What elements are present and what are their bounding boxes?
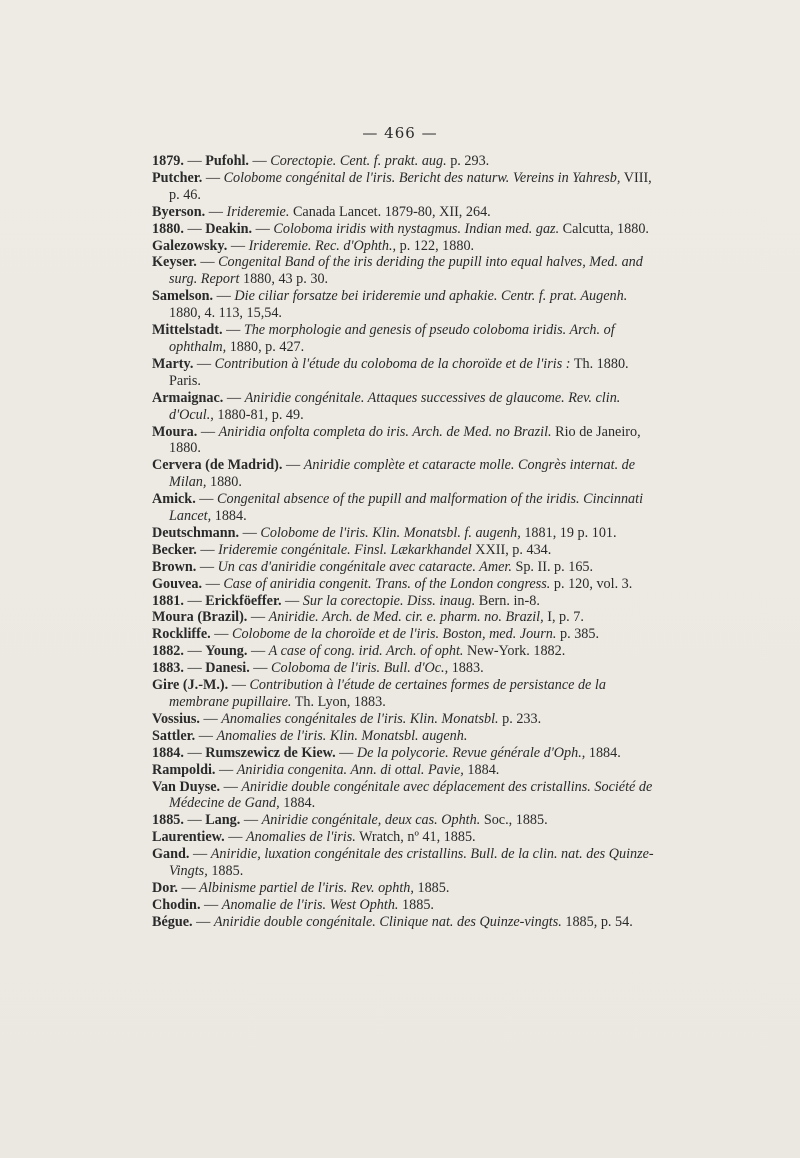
entry-title: Albinisme partiel de l'iris. Rev. ophth, — [199, 879, 414, 896]
entry-publication: p. 293. — [450, 153, 490, 169]
entry-publication: Th. Lyon, 1883. — [294, 694, 386, 710]
entry-title: Coloboma iridis with nystagmus. Indian med. gaz. — [273, 220, 560, 237]
entry-title: Case of aniridia congenit. Trans. of the London congress. — [223, 575, 551, 592]
entry-author: Danesi. — [205, 660, 250, 677]
entry-year: 1879. — [152, 153, 184, 169]
bibliography-entry: Chodin. — Anomalie de l'iris. West Ophth. 1885. — [152, 896, 434, 913]
entry-year: 1880. — [152, 220, 184, 237]
entry-publication: New-York. 1882. — [467, 643, 566, 660]
entry-author: Young. — [205, 643, 248, 660]
entry-title: Sur la corectopie. Diss. inaug. — [302, 592, 476, 609]
entry-title: Aniridie double congénitale avec déplacement des cristallins. Société de Médecine de Gand, — [169, 778, 653, 812]
bibliography-entry: Mittelstadt. — The morphologie and genesis of pseudo coloboma iridis. Arch. of ophthalm, 1880, p. 427. — [152, 322, 615, 355]
entry-publication: 1885, p. 54. — [565, 913, 633, 930]
entry-publication: 1881, 19 p. 101. — [524, 524, 617, 541]
entry-publication: Canada Lancet. 1879-80, XII, 264. — [292, 203, 491, 220]
entry-author: Cervera (de Madrid). — [152, 457, 283, 474]
entry-author: Dor. — [152, 879, 178, 896]
entry-author: Moura. — [152, 423, 198, 440]
bibliography-entry: Laurentiew. — Anomalies de l'iris. Wratch, nº 41, 1885. — [152, 829, 476, 846]
entry-publication: 1885. — [417, 879, 450, 896]
entry-title: Aniridie. Arch. de Med. cir. e. pharm. no. Brazil, — [268, 609, 544, 626]
entry-author: Becker. — [152, 541, 197, 558]
entry-author: Gire (J.-M.). — [152, 677, 229, 694]
bibliography-entry: Bégue. — Aniridie double congénitale. Clinique nat. des Quinze-vingts. 1885, p. 54. — [152, 913, 633, 930]
bibliography-entry: 1885. — Lang. — Aniridie congénitale, deux cas. Ophth. Soc., 1885. — [152, 812, 548, 829]
bibliography-entry: 1881. — Erickföeffer. — Sur la corectopie. Diss. inaug. Bern. in-8. — [152, 592, 540, 609]
entry-publication: p. 122, 1880. — [399, 237, 475, 254]
entry-author: Van Duyse. — [152, 778, 221, 795]
entry-author: Marty. — [152, 355, 194, 372]
entry-publication: 1884. — [214, 508, 247, 525]
entry-title: Contribution à l'étude de certaines formes de persistance de la membrane pupillaire. — [169, 677, 606, 710]
entry-title: Aniridie congénitale. Attaques successives de glaucome. Rev. clin. d'Ocul., — [169, 389, 621, 423]
entry-author: Chodin. — [152, 896, 201, 913]
entry-author: Brown. — [152, 558, 197, 575]
entry-author: Deakin. — [205, 220, 253, 237]
entry-publication: 1880-81, p. 49. — [217, 406, 304, 423]
entry-title: Aniridie, luxation congénitale des cristallins. Bull. de la clin. nat. des Quinze-Vingts, — [169, 846, 654, 880]
bibliography-entry: Marty. — Contribution à l'étude du coloboma de la choroïde et de l'iris : Th. 1880. Paris. — [152, 355, 629, 389]
entry-title: Contribution à l'étude du coloboma de la choroïde et de l'iris : — [214, 355, 571, 372]
bibliography-list — [152, 153, 658, 931]
bibliography-entry: Moura. — Aniridia onfolta completa do iris. Arch. de Med. no Brazil. Rio de Janeiro, 1880. — [152, 423, 641, 457]
entry-publication: VIII, p. 46. — [169, 169, 652, 203]
entry-publication: XXII, p. 434. — [475, 541, 552, 558]
entry-publication: 1880, 43 p. 30. — [242, 271, 329, 288]
bibliography-entry: Amick. — Congenital absence of the pupill and malformation of the iridis. Cincinnati Lancet, 1884. — [152, 491, 644, 525]
entry-publication: p. 385. — [560, 626, 600, 643]
entry-publication: Th. 1880. Paris. — [169, 355, 629, 389]
entry-author: Rampoldi. — [152, 761, 216, 778]
entry-title: Die ciliar forsatze bei irideremie und aphakie. Centr. f. prat. Augenh. — [234, 288, 628, 305]
entry-author: Gand. — [152, 846, 190, 863]
entry-title: Anomalie de l'iris. West Ophth. — [221, 896, 399, 913]
entry-publication: 1880. — [209, 474, 242, 491]
entry-author: Mittelstadt. — [152, 322, 223, 339]
entry-year: 1884. — [152, 744, 184, 761]
bibliography-entry: Dor. — Albinisme partiel de l'iris. Rev. ophth, 1885. — [152, 879, 450, 896]
entry-title: Irideremie. Rec. d'Ophth., — [248, 237, 397, 254]
entry-publication: 1883. — [451, 660, 484, 677]
bibliography-entry: Brown. — Un cas d'aniridie congénitale avec cataracte. Amer. Sp. II. p. 165. — [152, 558, 594, 575]
page-number: — 466 — — [362, 124, 438, 142]
entry-publication: Bern. in-8. — [478, 592, 540, 609]
bibliography-entry: Samelson. — Die ciliar forsatze bei irideremie und aphakie. Centr. f. prat. Augenh. 1880, 4. 113, 15,54. — [152, 288, 628, 322]
entry-author: Armaignac. — [152, 389, 224, 406]
bibliography-entry: Van Duyse. — Aniridie double congénitale avec déplacement des cristallins. Société de Médecine de Gand, 1884. — [152, 778, 653, 812]
entry-author: Sattler. — [152, 727, 196, 744]
entry-title: Congenital Band of the iris deriding the pupill into equal halves, Med. and surg. Report — [169, 254, 643, 288]
entry-title: Coloboma de l'iris. Bull. d'Oc., — [271, 660, 449, 677]
entry-year: 1885. — [152, 812, 184, 829]
bibliography-entry: Putcher. — Colobome congénital de l'iris. Bericht des naturw. Vereins in Yahresb, VIII, p. 46. — [152, 169, 652, 203]
entry-author: Bégue. — [152, 913, 193, 930]
bibliography-entry: Gouvea. — Case of aniridia congenit. Trans. of the London congress. p. 120, vol. 3. — [152, 575, 633, 592]
bibliography-entry: 1884. — Rumszewicz de Kiew. — De la polycorie. Revue générale d'Oph., 1884. — [152, 744, 621, 761]
entry-publication: 1880, p. 427. — [229, 338, 305, 355]
bibliography-entry: Deutschmann. — Colobome de l'iris. Klin. Monatsbl. f. augenh, 1881, 19 p. 101. — [152, 524, 617, 541]
entry-author: Moura (Brazil). — [152, 609, 248, 626]
entry-publication: 1884. — [588, 744, 621, 761]
entry-author: Pufohl. — [205, 153, 249, 169]
entry-publication: Wratch, nº 41, 1885. — [359, 829, 476, 846]
bibliography-entry: Byerson. — Irideremie. Canada Lancet. 1879-80, XII, 264. — [152, 203, 491, 220]
entry-publication: Sp. II. p. 165. — [515, 558, 594, 575]
bibliography-entry: Vossius. — Anomalies congénitales de l'iris. Klin. Monatsbl. p. 233. — [152, 710, 542, 727]
entry-title: Anomalies de l'iris. — [245, 829, 356, 846]
bibliography-entry: Moura (Brazil). — Aniridie. Arch. de Med. cir. e. pharm. no. Brazil, I, p. 7. — [152, 609, 584, 626]
bibliography-entry: Rockliffe. — Colobome de la choroïde et de l'iris. Boston, med. Journ. p. 385. — [152, 626, 600, 643]
entry-year: 1882. — [152, 643, 184, 660]
entry-title: A case of cong. irid. Arch. of opht. — [268, 643, 464, 660]
entry-publication: I, p. 7. — [547, 609, 584, 626]
bibliography-entry: Sattler. — Anomalies de l'iris. Klin. Monatsbl. augenh. — [152, 727, 468, 744]
entry-title: De la polycorie. Revue générale d'Oph., — [356, 744, 586, 761]
entry-author: Erickföeffer. — [205, 592, 282, 609]
bibliography-entry: Cervera (de Madrid). — Aniridie complète et cataracte molle. Congrès internat. de Milan, 1880. — [152, 457, 636, 491]
entry-author: Samelson. — [152, 288, 214, 305]
entry-author: Keyser. — [152, 254, 197, 271]
entry-title: Aniridie congénitale, deux cas. Ophth. — [261, 812, 481, 829]
entry-title: Irideremie. — [226, 203, 290, 220]
entry-title: Aniridie double congénitale. Clinique nat. des Quinze-vingts. — [213, 913, 562, 930]
entry-author: Vossius. — [152, 710, 200, 727]
bibliography-entry: 1879. — Pufohl. — Corectopie. Cent. f. prakt. aug. p. 293. — [152, 153, 490, 169]
bibliography-entry: Rampoldi. — Aniridia congenita. Ann. di ottal. Pavie, 1884. — [152, 761, 500, 778]
entry-publication: Soc., 1885. — [483, 812, 548, 829]
bibliography-entry: Galezowsky. — Irideremie. Rec. d'Ophth., p. 122, 1880. — [152, 237, 475, 254]
bibliography-entry: 1880. — Deakin. — Coloboma iridis with nystagmus. Indian med. gaz. Calcutta, 1880. — [152, 220, 649, 237]
bibliography-entry: Armaignac. — Aniridie congénitale. Attaques successives de glaucome. Rev. clin. d'Ocul., 1880-81, p. 49. — [152, 389, 621, 423]
entry-author: Gouvea. — [152, 575, 203, 592]
entry-year: 1883. — [152, 660, 184, 677]
bibliography-entry: Becker. — Irideremie congénitale. Finsl. Lækarkhandel XXII, p. 434. — [152, 541, 552, 558]
entry-publication: 1885. — [402, 896, 434, 913]
entry-author: Laurentiew. — [152, 829, 225, 846]
entry-publication: p. 233. — [502, 710, 542, 727]
entry-author: Lang. — [205, 812, 241, 829]
bibliography-entry: 1883. — Danesi. — Coloboma de l'iris. Bull. d'Oc., 1883. — [152, 660, 484, 677]
entry-publication: 1885. — [211, 863, 244, 880]
entry-author: Deutschmann. — [152, 524, 240, 541]
entry-title: Aniridie complète et cataracte molle. Congrès internat. de Milan, — [169, 457, 636, 491]
entry-title: Colobome de la choroïde et de l'iris. Boston, med. Journ. — [232, 626, 557, 643]
entry-title: Colobome congénital de l'iris. Bericht des naturw. Vereins in Yahresb, — [223, 169, 621, 186]
entry-title: Aniridia onfolta completa do iris. Arch. de Med. no Brazil. — [218, 423, 552, 440]
entry-title: Aniridia congenita. Ann. di ottal. Pavie, — [236, 761, 464, 778]
entry-author: Amick. — [152, 491, 196, 508]
entry-title: Irideremie congénitale. Finsl. Lækarkhandel — [218, 541, 472, 558]
entry-author: Byerson. — [152, 203, 206, 220]
bibliography-entry: 1882. — Young. — A case of cong. irid. Arch. of opht. New-York. 1882. — [152, 643, 566, 660]
entry-author: Putcher. — [152, 169, 203, 186]
bibliography-entry: Keyser. — Congenital Band of the iris deriding the pupill into equal halves, Med. and surg. Report 1880, 43 p. 30. — [152, 254, 643, 288]
entry-title: Congenital absence of the pupill and malformation of the iridis. Cincinnati Lancet, — [169, 491, 644, 525]
entry-publication: 1884. — [283, 795, 316, 812]
entry-author: Rumszewicz de Kiew. — [205, 744, 336, 761]
entry-title: Anomalies congénitales de l'iris. Klin. Monatsbl. — [221, 710, 499, 727]
entry-publication: Rio de Janeiro, 1880. — [169, 423, 641, 457]
entry-year: 1881. — [152, 592, 184, 609]
entry-publication: 1880, 4. 113, 15,54. — [169, 305, 282, 322]
entry-publication: 1884. — [467, 761, 500, 778]
bibliography-entry: Gand. — Aniridie, luxation congénitale des cristallins. Bull. de la clin. nat. des Quinze-Vingts, 1885. — [152, 846, 654, 880]
entry-title: The morphologie and genesis of pseudo coloboma iridis. Arch. of ophthalm, — [169, 322, 615, 355]
bibliography-entry: Gire (J.-M.). — Contribution à l'étude de certaines formes de persistance de la membrane pupillaire. Th. Lyon, 1883. — [152, 677, 606, 710]
entry-title: Anomalies de l'iris. Klin. Monatsbl. augenh. — [216, 727, 468, 744]
entry-publication: Calcutta, 1880. — [562, 220, 649, 237]
entry-author: Galezowsky. — [152, 237, 228, 254]
entry-title: Corectopie. Cent. f. prakt. aug. — [270, 153, 447, 169]
entry-author: Rockliffe. — [152, 626, 211, 643]
entry-title: Un cas d'aniridie congénitale avec cataracte. Amer. — [217, 558, 512, 575]
entry-title: Colobome de l'iris. Klin. Monatsbl. f. augenh, — [260, 524, 521, 541]
entry-publication: p. 120, vol. 3. — [553, 575, 633, 592]
